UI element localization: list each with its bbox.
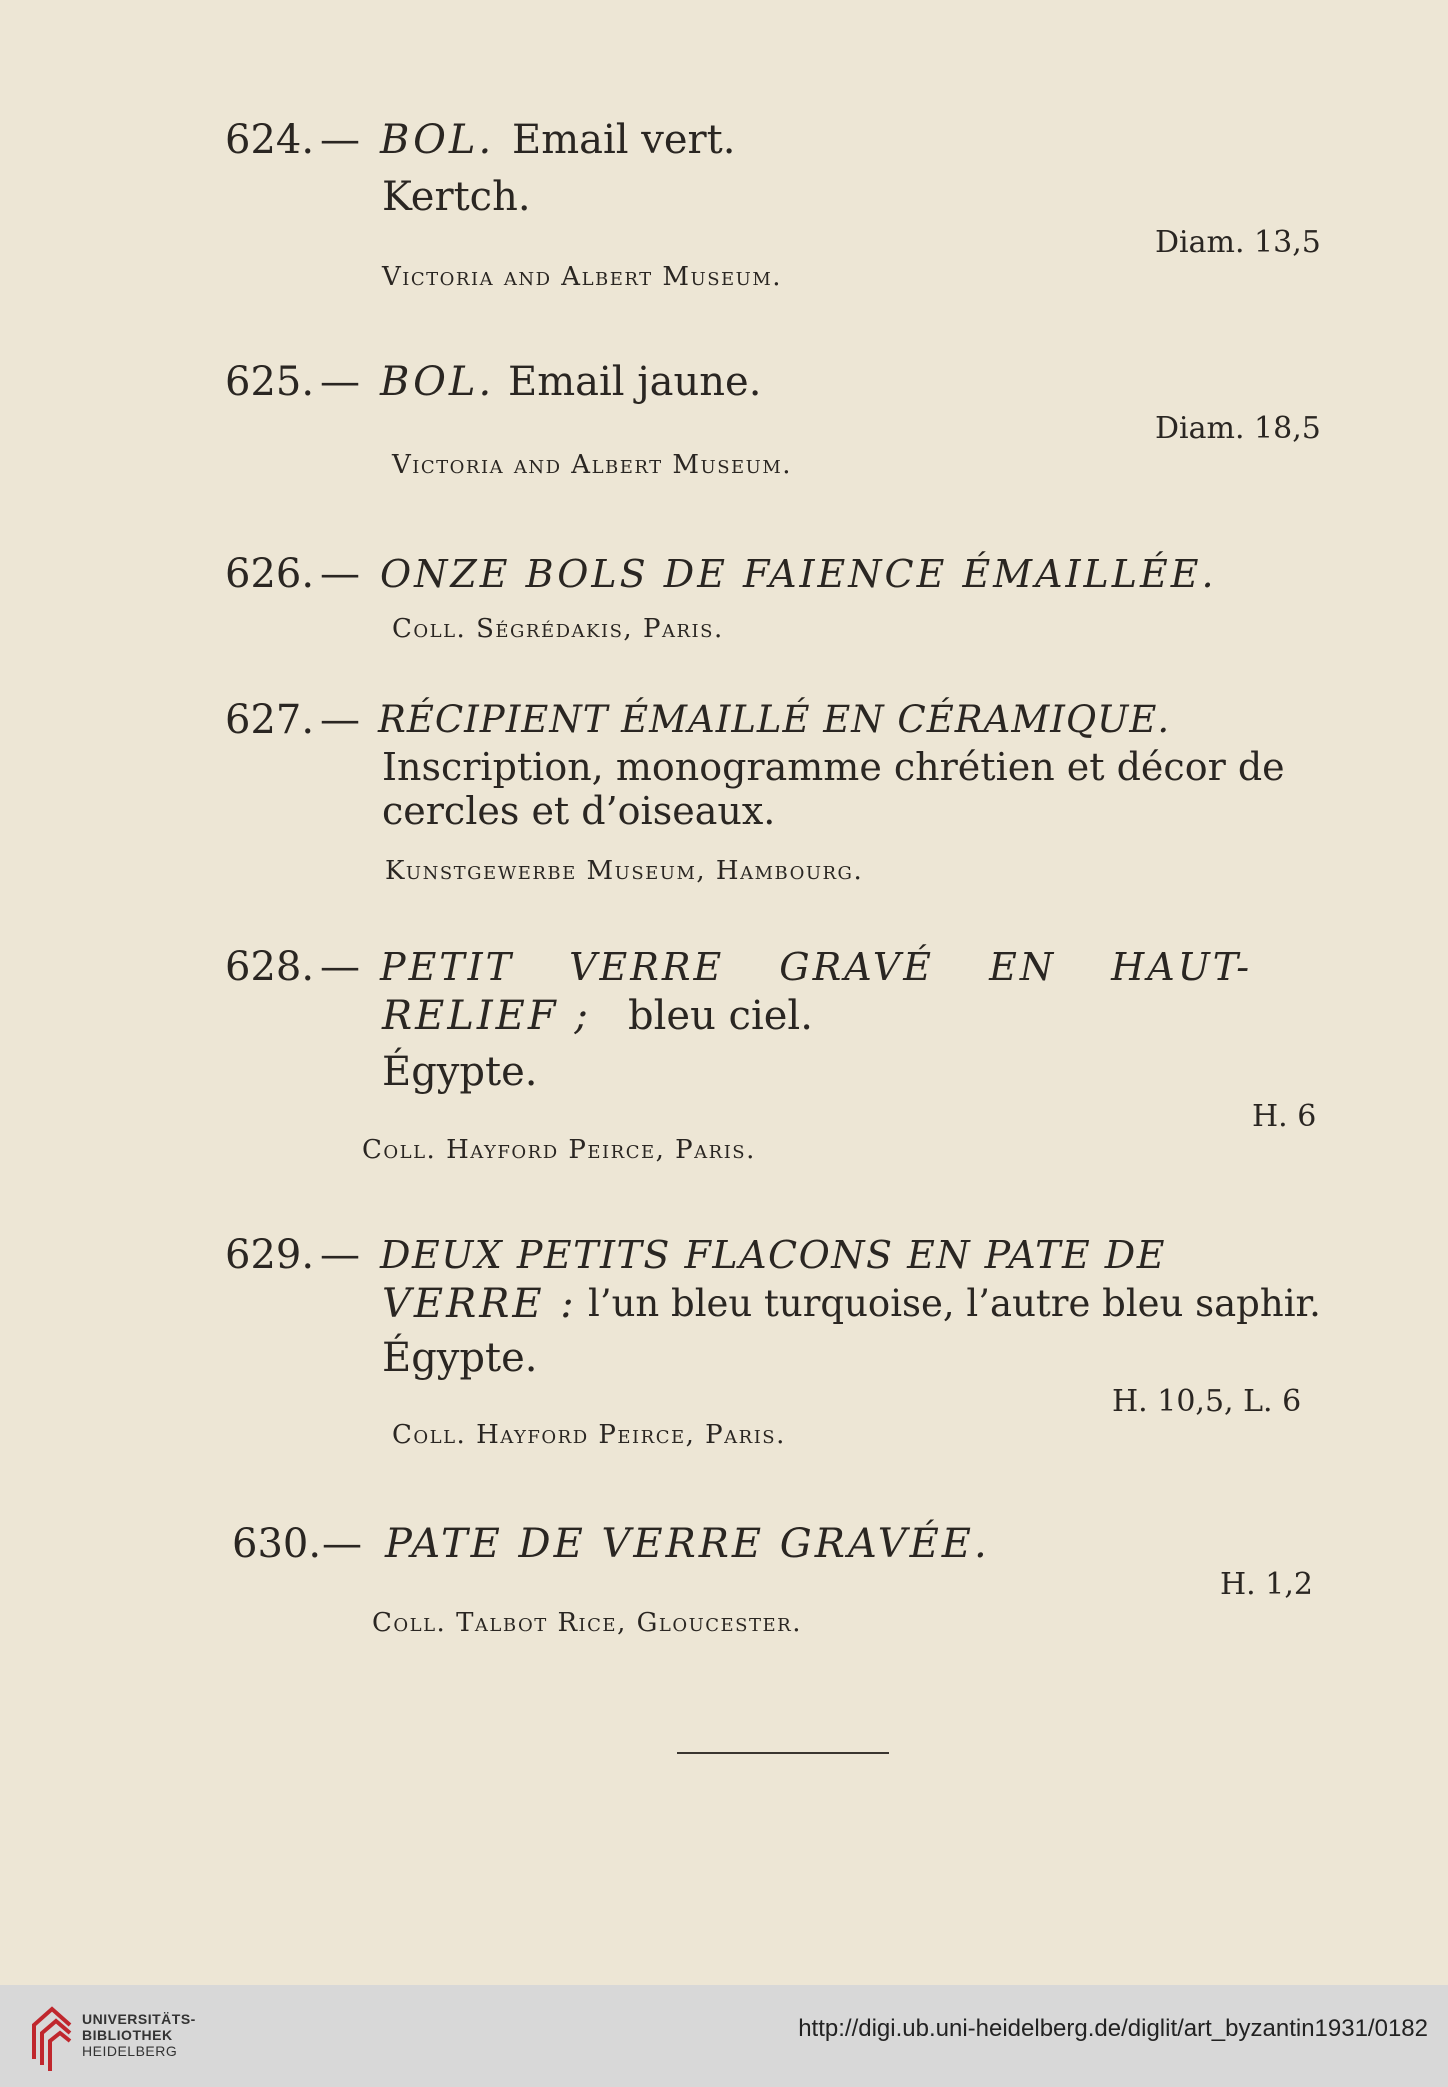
- entry-number: 628.: [225, 944, 315, 990]
- entry-provenance: Kertch.: [382, 174, 531, 220]
- library-logo-icon: [30, 1999, 76, 2073]
- entry-dash: —: [322, 1521, 362, 1567]
- entry-number: 624.: [225, 117, 315, 163]
- entry-number: 625.: [225, 359, 315, 405]
- logo-line-3: HEIDELBERG: [82, 2043, 178, 2059]
- entry-provenance: Égypte.: [382, 1049, 538, 1095]
- entry-title: BOL.: [380, 359, 495, 405]
- entry-measure: Diam. 18,5: [1155, 411, 1321, 446]
- entry-title: PETIT VERRE GRAVÉ EN HAUT-: [380, 945, 1253, 989]
- entry-title: ONZE BOLS DE FAIENCE ÉMAILLÉE.: [380, 552, 1217, 596]
- entry-title-continued: VERRE :: [382, 1281, 577, 1327]
- entry-dash: —: [320, 697, 360, 743]
- entry-collection: Victoria and Albert Museum.: [392, 450, 793, 480]
- entry-collection: Coll. Hayford Peirce, Paris.: [362, 1135, 756, 1165]
- entry-dash: —: [320, 1232, 360, 1278]
- entry-collection: Victoria and Albert Museum.: [382, 262, 783, 292]
- entry-collection: Coll. Hayford Peirce, Paris.: [392, 1420, 786, 1450]
- library-logo-text: [82, 2011, 196, 2059]
- entry-measure: H. 6: [1252, 1099, 1317, 1134]
- section-end-rule: [677, 1752, 889, 1754]
- entry-collection: Kunstgewerbe Museum, Hambourg.: [385, 856, 864, 886]
- entry-title-continued: RELIEF ;: [382, 993, 591, 1039]
- logo-line-2: BIBLIOTHEK: [82, 2027, 173, 2043]
- entry-title: BOL.: [380, 117, 495, 163]
- entry-title: RÉCIPIENT ÉMAILLÉ EN CÉRAMIQUE.: [378, 698, 1171, 741]
- entry-dash: —: [320, 551, 360, 597]
- entry-number: 627.: [225, 697, 315, 743]
- entry-description: cercles et d’oiseaux.: [382, 789, 776, 833]
- entry-collection: Coll. Talbot Rice, Gloucester.: [372, 1608, 802, 1638]
- entry-description: Inscription, monogramme chrétien et décor de: [382, 745, 1285, 789]
- entry-number: 629.: [225, 1232, 315, 1278]
- entry-collection: Coll. Ségrédakis, Paris.: [392, 614, 724, 644]
- logo-line-1: UNIVERSITÄTS-: [82, 2011, 196, 2027]
- source-url-link[interactable]: http://digi.ub.uni-heidelberg.de/diglit/art_byzantin1931/0182: [798, 2015, 1428, 2042]
- footer-bar: [0, 1985, 1448, 2087]
- entry-dash: —: [320, 359, 360, 405]
- entry-measure: H. 10,5, L. 6: [1112, 1384, 1302, 1419]
- entry-description: l’un bleu turquoise, l’autre bleu saphir.: [588, 1282, 1321, 1325]
- entry-title: DEUX PETITS FLACONS EN PATE DE: [380, 1233, 1166, 1277]
- entry-number: 626.: [225, 551, 315, 597]
- entry-dash: —: [320, 117, 360, 163]
- entry-provenance: Égypte.: [382, 1335, 538, 1381]
- entry-dash: —: [320, 944, 360, 990]
- entry-description: Email jaune.: [508, 359, 762, 405]
- entry-description: Email vert.: [512, 117, 736, 163]
- entry-measure: H. 1,2: [1220, 1567, 1313, 1602]
- entry-measure: Diam. 13,5: [1155, 225, 1321, 260]
- entry-number: 630.: [232, 1521, 322, 1567]
- entry-title: PATE DE VERRE GRAVÉE.: [385, 1521, 990, 1567]
- entry-description: bleu ciel.: [628, 993, 813, 1039]
